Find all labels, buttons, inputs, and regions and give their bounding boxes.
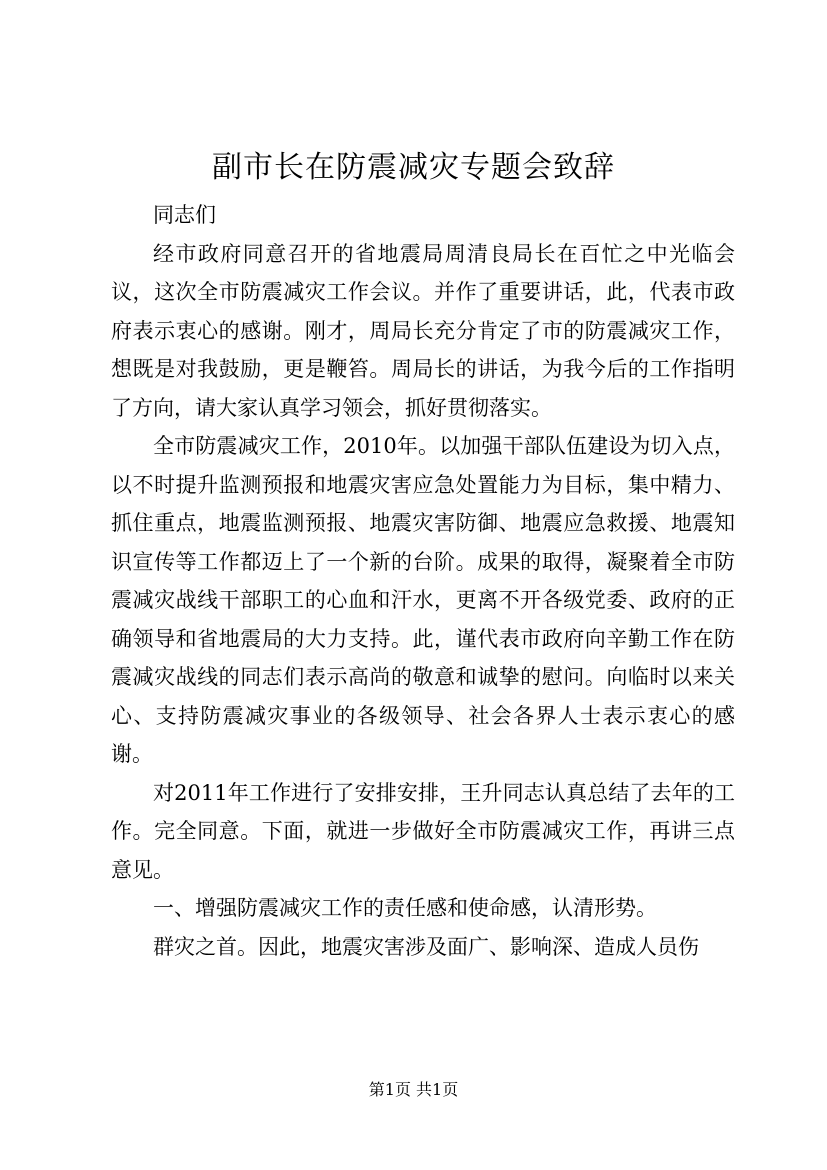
paragraph: 对2011年工作进行了安排安排，王升同志认真总结了去年的工作。完全同意。下面，就进一步做好全市防震减灾工作，再讲三点意见。 [111, 780, 735, 882]
document-body [111, 196, 735, 966]
salutation: 同志们 [153, 203, 216, 227]
document-title: 副市长在防震减灾专题会致辞 [212, 150, 615, 185]
paragraph: 群灾之首。因此，地震灾害涉及面广、影响深、造成人员伤 [153, 934, 699, 959]
page-number-footer: 第1页 共1页 [368, 1080, 459, 1099]
paragraph: 经市政府同意召开的省地震局周清良局长在百忙之中光临会议，这次全市防震减灾工作会议。并作了重要讲话，此，代表市政府表示衷心的感谢。刚才，周局长充分肯定了市的防震减灾工作，想既是对我鼓励，更是鞭笞。周局长的讲话，为我今后的工作指明了方向，请大家认真学习领会，抓好贯彻落实。 [111, 241, 735, 420]
paragraph: 全市防震减灾工作，2010年。以加强干部队伍建设为切入点，以不时提升监测预报和地震灾害应急处置能力为目标，集中精力、抓住重点，地震监测预报、地震灾害防御、地震应急救援、地震知识宣传等工作都迈上了一个新的台阶。成果的取得，凝聚着全市防震减灾战线干部职工的心血和汗水，更离不开各级党委、政府的正确领导和省地震局的大力支持。此，谨代表市政府向辛勤工作在防震减灾战线的同志们表示高尚的敬意和诚挚的慰问。向临时以来关心、支持防震减灾事业的各级领导、社会各界人士表示衷心的感谢。 [111, 434, 735, 766]
section-heading: 一、增强防震减灾工作的责任感和使命感，认清形势。 [153, 896, 657, 920]
